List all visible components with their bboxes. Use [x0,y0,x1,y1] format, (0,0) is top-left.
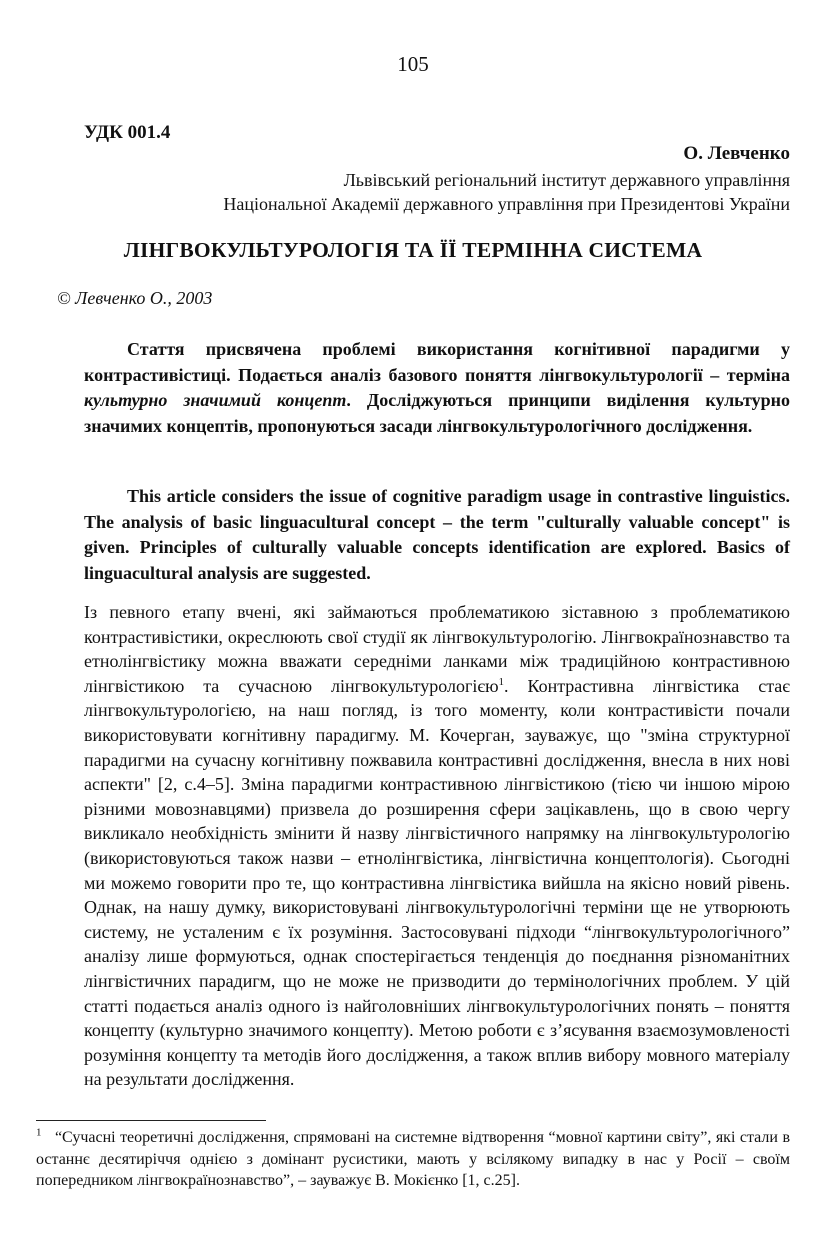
abstract-uk-term: культурно значимий концепт [84,390,347,410]
footnote-reference: 1 [498,675,505,688]
udk-code: УДК 001.4 [84,122,171,143]
body-part1: Із певного етапу вчені, які займаються проблематикою зіставною з проблематикою контрастивістики, окреслюють свої студії як лінгвокультурологію. Лінгвокраїнознавство та етнолінгвістику можна вважати середніми ланками між традиційною контрастивною лінгвістикою та сучасною лінгвокультурологією [84,602,790,696]
article-title: ЛІНГВОКУЛЬТУРОЛОГІЯ ТА ЇЇ ТЕРМІННА СИСТЕМА [123,238,703,262]
affiliation-line-2: Національної Академії державного управління при Президентові України [223,194,790,214]
footnote-mark: 1 [36,1126,42,1139]
abstract-uk-part2: . Досліджуються принципи виділення культурно значимих концептів, пропонуються засади лінгвокультурологічного дослідження. [84,390,790,436]
abstract-uk-part1: Стаття присвячена проблемі використання когнітивної парадигми у контрастивістиці. Подається аналіз базового поняття лінгвокультурології – терміна [84,339,790,385]
author-name: О. Левченко [683,143,790,164]
abstract-ukrainian [84,337,790,439]
footnote-separator [36,1120,266,1121]
footnote [36,1127,790,1192]
body-paragraph [84,600,790,1092]
abstract-en-text: This article considers the issue of cognitive paradigm usage in contrastive linguistics. The analysis of basic linguacultural concept – the term "culturally valuable concept" is given. Principles of culturally valuable concepts identification are explored. Basics of linguacultural analysis are suggested. [84,486,790,583]
affiliation-line-1: Львівський регіональний інститут державного управління [343,170,790,190]
copyright-line: © Левченко О., 2003 [57,288,213,308]
abstract-english [84,484,790,586]
footnote-text: “Сучасні теоретичні дослідження, спрямовані на системне відтворення “мовної картини світу”, які стали в останнє десятиріччя однією з домінант русистики, мають у всілякому випадку в нас у Росії – своїм попередником лінгвокраїнознавство”, – зауважує В. Мокієнко [1, с.25]. [36,1129,790,1189]
page-number: 105 [397,52,429,76]
body-part2: . Контрастивна лінгвістика стає лінгвокультурологією, на наш погляд, із того моменту, коли контрастивісти почали використовувати когнітивну парадигму. М. Кочерган, зауважує, що "зміна структурної парадигми на сучасну когнітивну пожвавила контрастивні дослідження, внесла в них нові аспекти" [2, с.4–5]. Зміна парадигми контрастивною лінгвістикою (тією чи іншою мірою різними мовознавцями) призвела до розширення сфери зацікавлень, що в свою чергу викликало необхідність змінити й назву лінгвістичного напрямку на лінгвокультурологію (використовуються також назви – етнолінгвістика, лінгвістична концептологія). Сьогодні ми можемо говорити про те, що контрастивна лінгвістика вийшла на якісно новий рівень. Однак, на нашу думку, використовувані лінгвокультурологічні терміни ще не утворюють систему, не усталеним є їх розуміння. Застосовувані підходи “лінгвокультурологічного” аналізу лише формуються, однак спостерігається тенденція до поєднання різноманітних лінгвістичних парадигм, що не може не призводити до термінологічних проблем. У цій статті подається аналіз одного із найголовніших лінгвокультурологічних понять – поняття концепту (культурно значимого концепту). Метою роботи є з’ясування взаємозумовленості розуміння концепту та методів його дослідження, а також вплив вибору мовного матеріалу на результати дослідження. [84,675,791,1090]
